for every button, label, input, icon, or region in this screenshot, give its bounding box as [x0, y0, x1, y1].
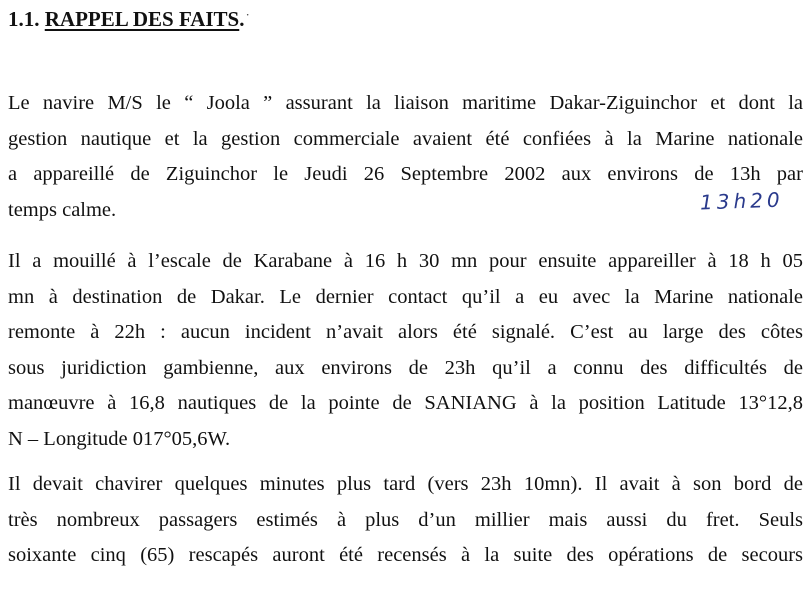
text-line: mn à destination de Dakar. Le dernier contact qu’il a eu avec la Marine nationale	[8, 285, 803, 308]
text-line: sous juridiction gambienne, aux environs de 23h qu’il a connu des difficultés de	[8, 356, 803, 379]
text-line: Il devait chavirer quelques minutes plus tard (vers 23h 10mn). Il avait à son bord de	[8, 473, 803, 495]
section-number: 1.1.	[8, 7, 40, 31]
section-heading	[8, 7, 250, 32]
text-line: Le navire M/S le “ Joola ” assurant la liaison maritime Dakar-Ziguinchor et dont la	[8, 92, 803, 114]
handwritten-annotation: 13h20	[699, 187, 784, 215]
paragraph-capsize	[8, 467, 803, 574]
text-line: très nombreux passagers estimés à plus d’un millier mais aussi du fret. Seuls	[8, 508, 803, 531]
text-line: manœuvre à 16,8 nautiques de la pointe de SANIANG à la position Latitude 13°12,8	[8, 392, 803, 414]
text-line: remonte à 22h : aucun incident n’avait alors été signalé. C’est au large des côtes	[8, 321, 803, 343]
paragraph-departure	[8, 86, 803, 228]
section-title-punct: .	[239, 7, 245, 31]
text-line: gestion nautique et la gestion commerciale avaient été confiées à la Marine nationale	[8, 127, 803, 150]
text-line: soixante cinq (65) rescapés auront été recensés à la suite des opérations de secours	[8, 544, 803, 566]
text-line: temps calme.	[8, 198, 117, 221]
stray-mark: ·	[245, 7, 250, 22]
text-line: N – Longitude 017°05,6W.	[8, 427, 231, 450]
paragraph-route	[8, 244, 803, 457]
text-line: Il a mouillé à l’escale de Karabane à 16 h 30 mn pour ensuite appareiller à 18 h 05	[8, 250, 803, 272]
section-title: RAPPEL DES FAITS	[44, 7, 240, 31]
text-line: a appareillé de Ziguinchor le Jeudi 26 Septembre 2002 aux environs de 13h par	[8, 163, 803, 185]
